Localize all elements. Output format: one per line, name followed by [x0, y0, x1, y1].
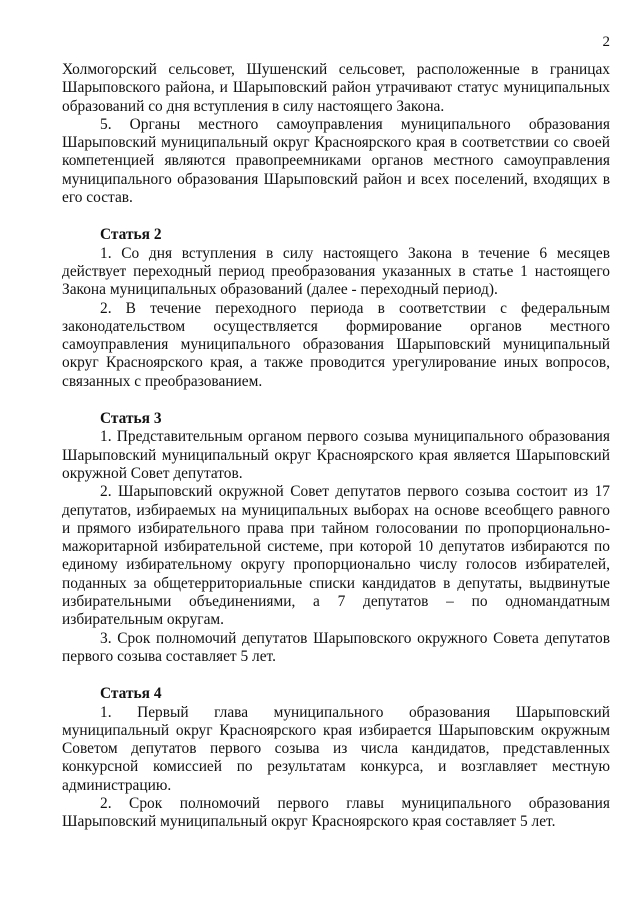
article-4-heading: Статья 4	[100, 685, 162, 703]
article-3-heading: Статья 3	[100, 410, 162, 428]
document-body	[62, 61, 610, 832]
article-4-paragraph-2: 2. Срок полномочий первого главы муниципального образования Шарыповский муниципальный округ Красноярского края составляет 5 лет.	[62, 794, 610, 831]
article-3-paragraph-3: 3. Срок полномочий депутатов Шарыповского окружного Совета депутатов первого созыва составляет 5 лет.	[62, 629, 610, 665]
intro-continuation: Холмогорский сельсовет, Шушенский сельсовет, расположенные в границах Шарыповского района, и Шарыповский район утрачивают статус муниципальных образований со дня вступления в силу настоящего Закона.	[62, 61, 610, 115]
article-3-paragraph-2: 2. Шарыповский окружной Совет депутатов первого созыва состоит из 17 депутатов, избираемых на муниципальных выборах на основе всеобщего равного и прямого избирательного права при тайном голосовании по пропорционально-мажоритарной избирательной системе, при которой 10 депутатов избираются по единому избирательному округу пропорционально числу голосов избирателей, поданных за общетерриториальные списки кандидатов в депутаты, выдвинутые избирательными объединениями, а 7 депутатов – по одномандатным избирательным округам.	[62, 483, 610, 629]
article-3-paragraph-1: 1. Представительным органом первого созыва муниципального образования Шарыповский муниципальный округ Красноярского края является Шарыповский окружной Совет депутатов.	[62, 428, 610, 482]
article-2-heading: Статья 2	[100, 226, 162, 244]
page-number: 2	[602, 34, 610, 50]
article-2-paragraph-1: 1. Со дня вступления в силу настоящего Закона в течение 6 месяцев действует переходный период преобразования указанных в статье 1 настоящего Закона муниципальных образований (далее - переходный период).	[62, 244, 610, 299]
intro-point-5: 5. Органы местного самоуправления муниципального образования Шарыповский муниципальный округ Красноярского края в соответствии со своей компетенцией являются правопреемниками органов местного самоуправления муниципального образования Шарыповский район и всех поселений, входящих в его состав.	[62, 115, 610, 207]
article-2-paragraph-2: 2. В течение переходного периода в соответствии с федеральным законодательством осуществляется формирование органов местного самоуправления муниципального образования Шарыповский муниципальный округ Красноярского края, а также проводится урегулирование иных вопросов, связанных с преобразованием.	[62, 299, 610, 390]
article-4-paragraph-1: 1. Первый глава муниципального образования Шарыповский муниципальный округ Красноярского края избирается Шарыповским окружным Советом депутатов первого созыва из числа кандидатов, представленных конкурсной комиссией по результатам конкурса, и возглавляет местную администрацию.	[62, 703, 610, 794]
